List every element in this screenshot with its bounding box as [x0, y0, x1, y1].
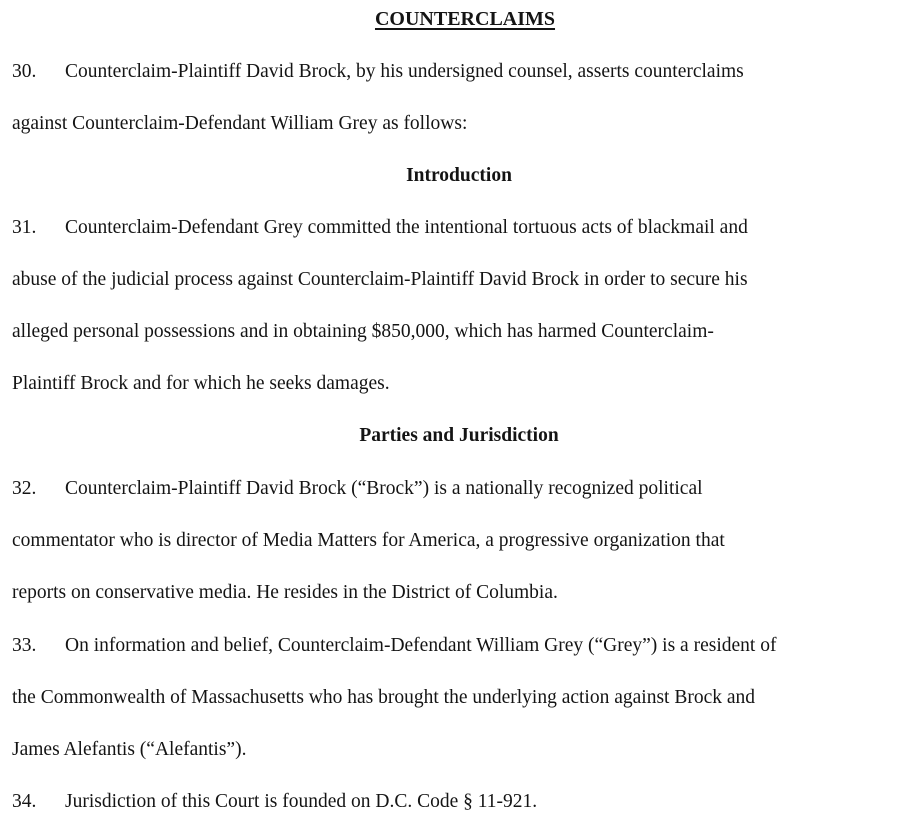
- paragraph-32-line-3: reports on conservative media. He resides in the District of Columbia.: [12, 582, 558, 603]
- paragraph-31-line-3: alleged personal possessions and in obtaining $850,000, which has harmed Counterclaim-: [12, 321, 714, 342]
- paragraph-32-line-2: commentator who is director of Media Matters for America, a progressive organization that: [12, 530, 725, 551]
- paragraph-31-line-2: abuse of the judicial process against Counterclaim-Plaintiff David Brock in order to secure his: [12, 269, 748, 290]
- paragraph-31-line-4: Plaintiff Brock and for which he seeks damages.: [12, 373, 390, 394]
- paragraph-number: 33.: [12, 635, 37, 656]
- paragraph-31-line-1: [12, 216, 748, 240]
- paragraph-30-line-1: [12, 60, 744, 84]
- paragraph-32-line-1: [12, 477, 703, 501]
- section-heading-introduction: Introduction: [406, 165, 512, 186]
- paragraph-33-line-2: the Commonwealth of Massachusetts who has brought the underlying action against Brock and: [12, 687, 756, 708]
- paragraph-33-line-1: [12, 634, 776, 658]
- paragraph-34-line-1: [12, 790, 537, 814]
- paragraph-number: 34.: [12, 791, 37, 812]
- paragraph-text: Counterclaim-Plaintiff David Brock, by his undersigned counsel, asserts counterclaims: [65, 61, 744, 82]
- paragraph-text: Counterclaim-Defendant Grey committed the intentional tortuous acts of blackmail and: [65, 217, 748, 238]
- paragraph-33-line-3: James Alefantis (“Alefantis”).: [12, 739, 247, 760]
- paragraph-number: 32.: [12, 478, 37, 499]
- paragraph-number: 31.: [12, 217, 37, 238]
- paragraph-text: Counterclaim-Plaintiff David Brock (“Brock”) is a nationally recognized political: [65, 478, 703, 499]
- paragraph-text: Jurisdiction of this Court is founded on D.C. Code § 11-921.: [65, 791, 538, 812]
- section-heading-parties: Parties and Jurisdiction: [359, 425, 559, 446]
- paragraph-text: On information and belief, Counterclaim-Defendant William Grey (“Grey”) is a resident of: [65, 635, 777, 656]
- paragraph-number: 30.: [12, 61, 37, 82]
- page-title: COUNTERCLAIMS: [374, 8, 556, 30]
- paragraph-30-line-2: against Counterclaim-Defendant William Grey as follows:: [12, 113, 468, 134]
